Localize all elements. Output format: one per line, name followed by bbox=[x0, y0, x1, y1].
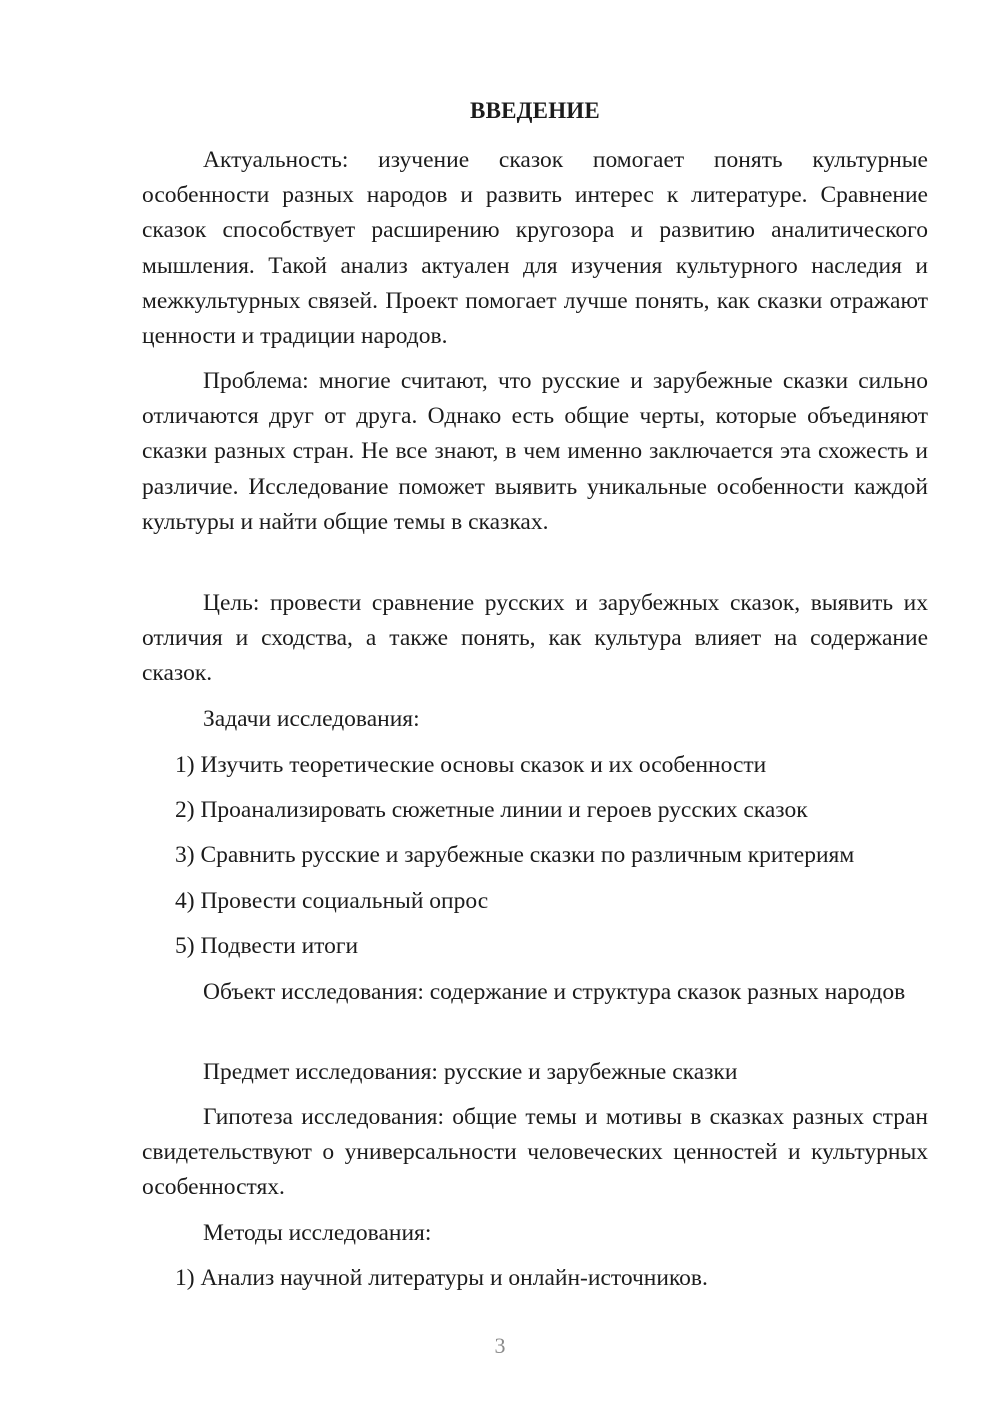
task-item: 5) Подвести итоги bbox=[175, 933, 359, 959]
task-item: 3) Сравнить русские и зарубежные сказки по различным критериям bbox=[175, 842, 855, 868]
subject-paragraph: Предмет исследования: русские и зарубежные сказки bbox=[203, 1059, 738, 1085]
page-number: 3 bbox=[494, 1333, 506, 1358]
method-item: 1) Анализ научной литературы и онлайн-источников. bbox=[175, 1265, 708, 1291]
relevance-paragraph: Актуальность: изучение сказок помогает понять культурные особенности разных народов и развить интерес к литературе. Сравнение сказок способствует расширению кругозора и развитию аналитического мышления. Такой анализ актуален для изучения культурного наследия и межкультурных связей. Проект помогает лучше понять, как сказки отражают ценности и традиции народов. bbox=[142, 147, 928, 350]
task-item: 4) Провести социальный опрос bbox=[175, 888, 489, 914]
tasks-heading: Задачи исследования: bbox=[203, 706, 420, 732]
hypothesis-paragraph: Гипотеза исследования: общие темы и мотивы в сказках разных стран свидетельствуют о универсальности человеческих ценностей и культурных особенностях. bbox=[142, 1104, 928, 1201]
problem-paragraph: Проблема: многие считают, что русские и зарубежные сказки сильно отличаются друг от друга. Однако есть общие черты, которые объединяют сказки разных стран. Не все знают, в чем именно заключается эта схожесть и различие. Исследование поможет выявить уникальные особенности каждой культуры и найти общие темы в сказках. bbox=[142, 368, 928, 535]
object-paragraph: Объект исследования: содержание и структура сказок разных народов bbox=[203, 979, 906, 1005]
page-title: ВВЕДЕНИЕ bbox=[470, 98, 600, 123]
task-item: 1) Изучить теоретические основы сказок и их особенности bbox=[175, 752, 767, 778]
task-item: 2) Проанализировать сюжетные линии и героев русских сказок bbox=[175, 797, 808, 823]
methods-heading: Методы исследования: bbox=[203, 1220, 432, 1246]
goal-paragraph: Цель: провести сравнение русских и зарубежных сказок, выявить их отличия и сходства, а также понять, как культура влияет на содержание сказок. bbox=[142, 590, 928, 687]
